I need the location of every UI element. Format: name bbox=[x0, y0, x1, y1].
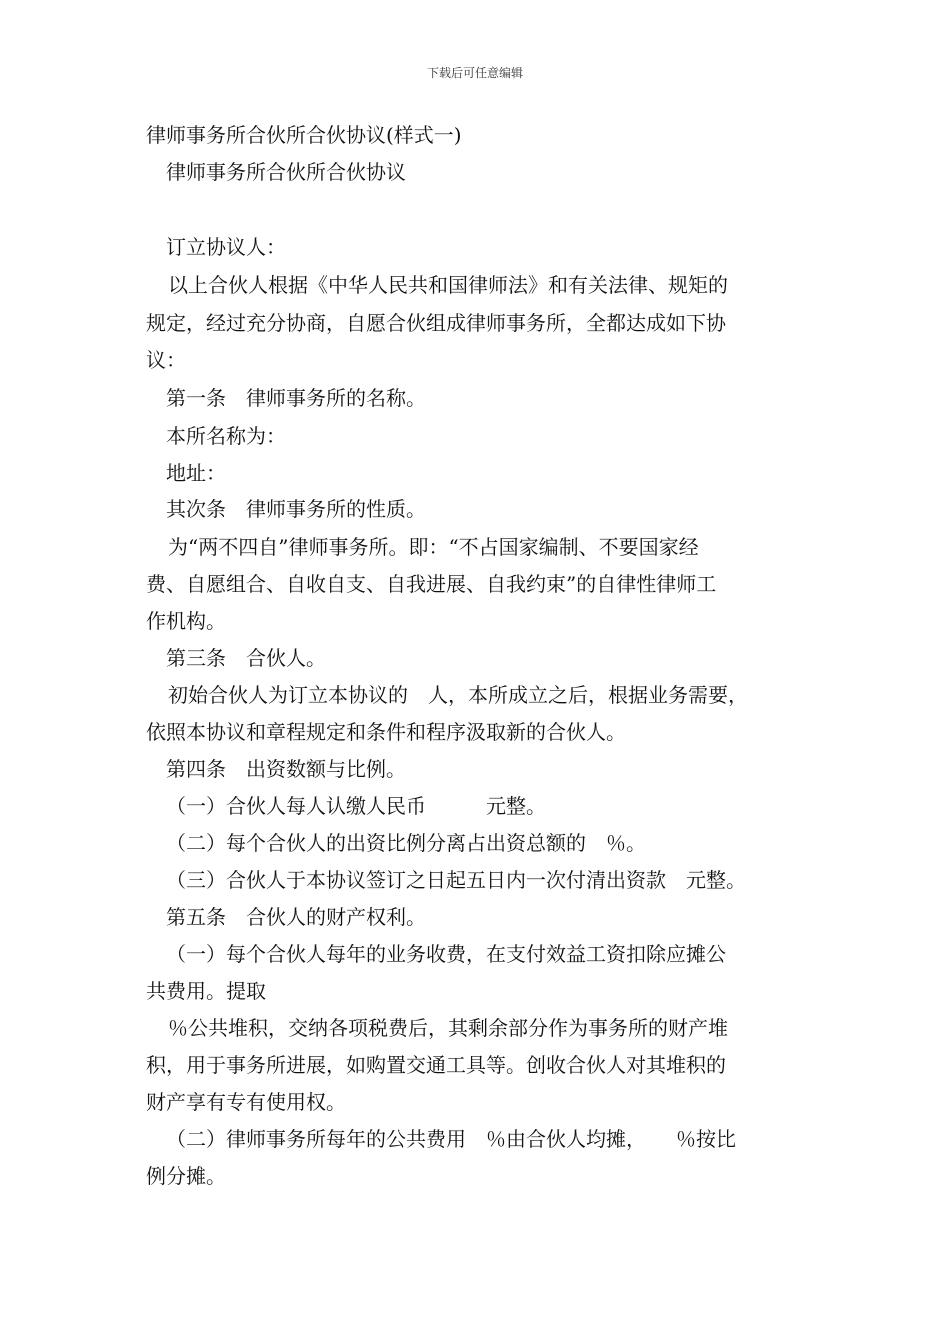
document-subtitle: 律师事务所合伙所合伙协议 bbox=[166, 160, 406, 184]
preamble-line-2: 规定，经过充分协商，自愿合伙组成律师事务所，全都达成如下协 bbox=[146, 311, 726, 335]
article-5-item-2-line-2: 例分摊。 bbox=[146, 1164, 226, 1188]
parties-label: 订立协议人： bbox=[166, 235, 286, 259]
document-title: 律师事务所合伙所合伙协议(样式一) bbox=[146, 123, 462, 147]
preamble-line-3: 议： bbox=[146, 348, 186, 372]
article-3-heading: 第三条 合伙人。 bbox=[166, 646, 326, 670]
article-2-heading: 其次条 律师事务所的性质。 bbox=[166, 497, 426, 521]
article-4-item-1: （一）合伙人每人认缴人民币 元整。 bbox=[166, 794, 546, 818]
article-3-line-1: 初始合伙人为订立本协议的 人，本所成立之后，根据业务需要， bbox=[168, 683, 748, 707]
article-4-heading: 第四条 出资数额与比例。 bbox=[166, 757, 406, 781]
article-5-item-1-line-5: 财产享有专有使用权。 bbox=[146, 1090, 346, 1114]
article-2-line-3: 作机构。 bbox=[146, 609, 226, 633]
article-5-item-1-line-4: 积，用于事务所进展，如购置交通工具等。创收合伙人对其堆积的 bbox=[146, 1053, 726, 1077]
article-4-item-3: （三）合伙人于本协议签订之日起五日内一次付清出资款 元整。 bbox=[166, 868, 746, 892]
article-1-address: 地址： bbox=[166, 461, 226, 485]
article-1-firm-name: 本所名称为： bbox=[166, 424, 286, 448]
preamble-line-1: 以上合伙人根据《中华人民共和国律师法》和有关法律、规矩的 bbox=[168, 273, 728, 297]
article-5-heading: 第五条 合伙人的财产权利。 bbox=[166, 905, 426, 929]
article-2-line-2: 费、自愿组合、自收自支、自我进展、自我约束”的自律性律师工 bbox=[146, 572, 717, 596]
article-5-item-1-line-1: （一）每个合伙人每年的业务收费，在支付效益工资扣除应摊公 bbox=[166, 942, 726, 966]
page-header-note: 下载后可任意编辑 bbox=[426, 66, 523, 80]
article-5-item-1-line-2: 共费用。提取 bbox=[146, 979, 266, 1003]
article-4-item-2: （二）每个合伙人的出资比例分离占出资总额的 ％。 bbox=[166, 831, 646, 855]
article-5-item-1-line-3: ％公共堆积，交纳各项税费后，其剩余部分作为事务所的财产堆 bbox=[168, 1016, 728, 1040]
article-3-line-2: 依照本协议和章程规定和条件和程序汲取新的合伙人。 bbox=[146, 720, 626, 744]
article-2-line-1: 为“两不四自”律师事务所。即：“不占国家编制、不要国家经 bbox=[168, 535, 699, 559]
article-5-item-2-line-1: （二）律师事务所每年的公共费用 ％由合伙人均摊， ％按比 bbox=[166, 1127, 736, 1151]
article-1-heading: 第一条 律师事务所的名称。 bbox=[166, 386, 426, 410]
